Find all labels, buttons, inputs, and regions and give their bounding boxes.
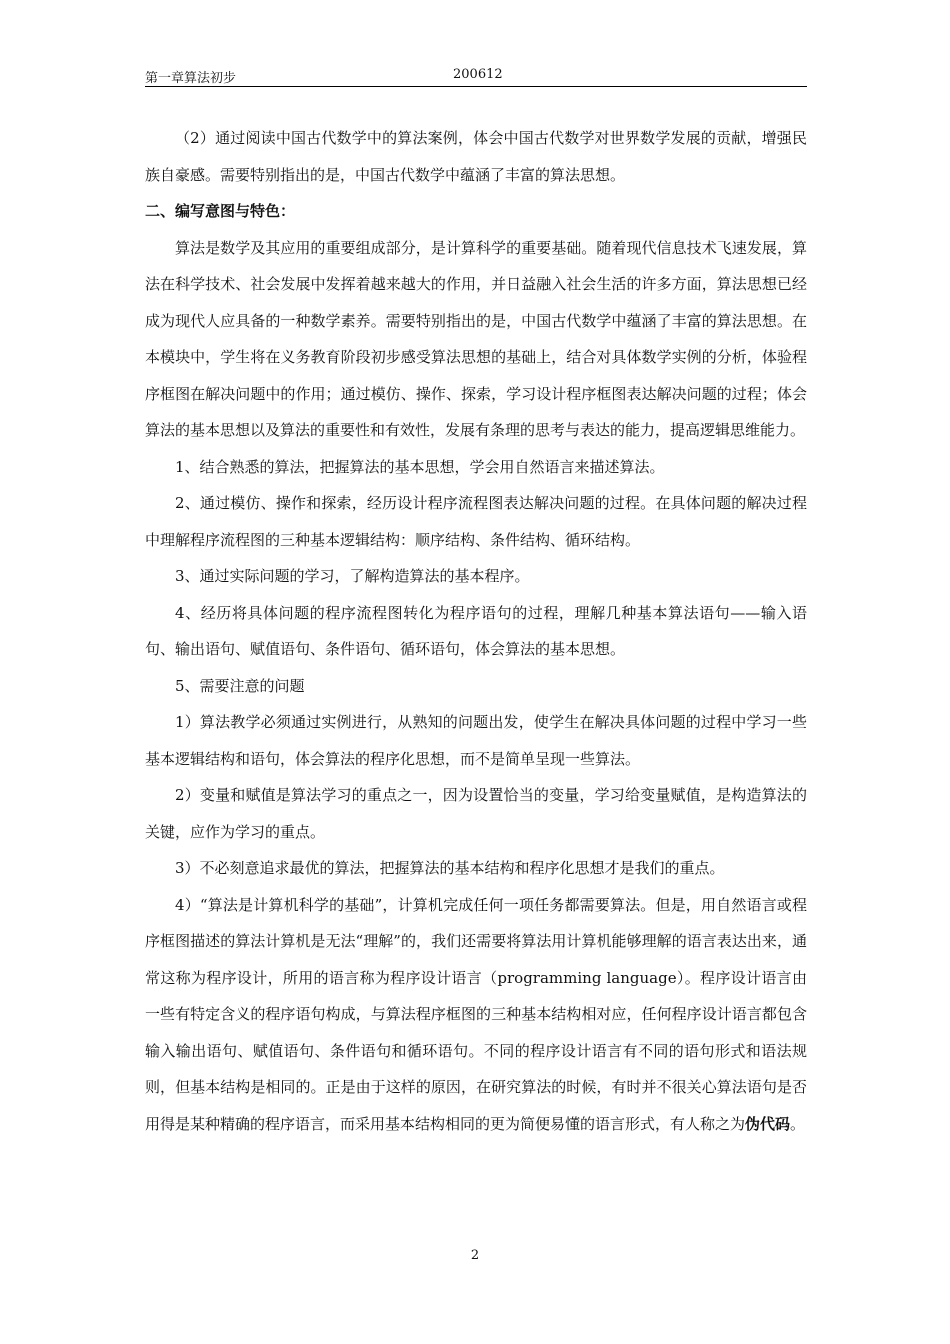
sub-item-4 <box>145 887 807 1143</box>
pseudocode-term: 伪代码 <box>745 1114 791 1133</box>
page-number: 2 <box>470 1248 480 1263</box>
paragraph-algorithm-overview: 算法是数学及其应用的重要组成部分，是计算科学的重要基础。随着现代信息技术飞速发展，算法在科学技术、社会发展中发挥着越来越大的作用，并日益融入社会生活的许多方面，算法思想已经成为现代人应具备的一种数学素养。需要特别指出的是，中国古代数学中蕴涵了丰富的算法思想。在本模块中，学生将在义务教育阶段初步感受算法思想的基础上，结合对具体数学实例的分析，体验程序框图在解决问题中的作用；通过模仿、操作、探索，学习设计程序框图表达解决问题的过程；体会算法的基本思想以及算法的重要性和有效性，发展有条理的思考与表达的能力，提高逻辑思维能力。 <box>145 238 807 439</box>
paragraph-objective-2: （2）通过阅读中国古代数学中的算法案例，体会中国古代数学对世界数学发展的贡献，增强民族自豪感。需要特别指出的是，中国古代数学中蕴涵了丰富的算法思想。 <box>145 129 807 184</box>
document-body <box>145 120 807 1142</box>
sub-item-4-text: 4）“算法是计算机科学的基础”，计算机完成任何一项任务都需要算法。但是，用自然语言或程序框图描述的算法计算机是无法“理解”的，我们还需要将算法用计算机能够理解的语言表达出来，通常这称为程序设计，所用的语言称为程序设计语言（programming language）。程序设计语言由一些有特定含义的程序语句构成，与算法程序框图的三种基本结构相对应，任何程序设计语言都包含输入输出语句、赋值语句、条件语句和循环语句。不同的程序设计语言有不同的语句形式和语法规则，但基本结构是相同的。正是由于这样的原因，在研究算法的时候，有时并不很关心算法语句是否用得是某种精确的程序语言，而采用基本结构相同的更为简便易懂的语言形式，有人称之为 <box>145 895 807 1133</box>
list-item-4: 4、经历将具体问题的程序流程图转化为程序语句的过程，理解几种基本算法语句——输入语句、输出语句、赋值语句、条件语句、循环语句，体会算法的基本思想。 <box>145 603 807 658</box>
section-heading-intent: 二、编写意图与特色： <box>145 202 296 220</box>
list-item-3: 3、通过实际问题的学习，了解构造算法的基本程序。 <box>175 567 530 585</box>
list-item-2: 2、通过模仿、操作和探索，经历设计程序流程图表达解决问题的过程。在具体问题的解决过程中理解程序流程图的三种基本逻辑结构：顺序结构、条件结构、循环结构。 <box>145 494 807 549</box>
sub-item-3: 3）不必刻意追求最优的算法，把握算法的基本结构和程序化思想才是我们的重点。 <box>175 859 725 877</box>
sub-item-2: 2）变量和赋值是算法学习的重点之一，因为设置恰当的变量，学习给变量赋值，是构造算法的关键，应作为学习的重点。 <box>145 786 807 841</box>
sub-item-1: 1）算法教学必须通过实例进行，从熟知的问题出发，使学生在解决具体问题的过程中学习一些基本逻辑结构和语句，体会算法的程序化思想，而不是简单呈现一些算法。 <box>145 713 807 768</box>
chapter-title: 第一章算法初步 <box>145 71 237 86</box>
list-item-1: 1、结合熟悉的算法，把握算法的基本思想，学会用自然语言来描述算法。 <box>175 457 665 476</box>
list-item-5: 5、需要注意的问题 <box>175 676 305 695</box>
document-date-code: 200612 <box>453 67 503 82</box>
sub-item-4-end: 。 <box>790 1114 806 1133</box>
page-header <box>145 66 807 87</box>
